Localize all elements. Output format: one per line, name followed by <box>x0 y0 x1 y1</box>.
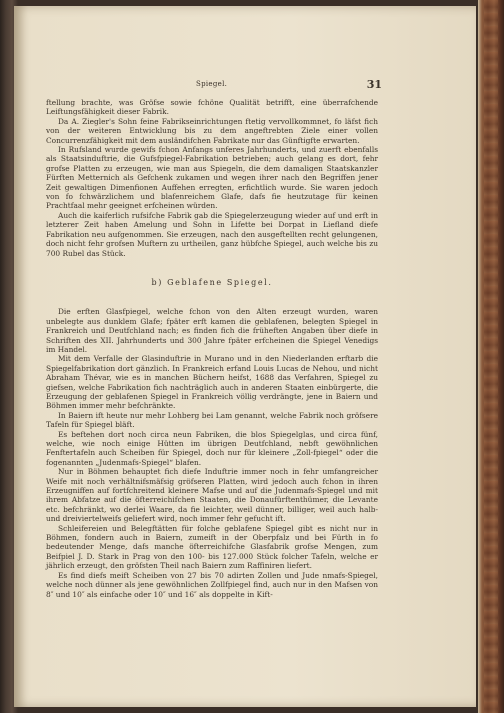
paragraph: In Rufsland wurde gewifs fchon Anfangs unferes Jahrhunderts, und zuerft ebenfalls als Staatsinduftrie, die Gufsfpiegel-Fabrikation betrieben; auch gelang es dort, fehr grofse Platten zu erzeugen, wie man aus Spiegeln, die dem damaligen Staatskanzler Fürften Metternich als Gefchenk zukamen und wegen ihrer nach den Begriffen jener Zeit gewaltigen Dimenfionen Auffehen erregten, erfichtlich wurde. Sie waren jedoch von fo fchwärzlichem und blafenreichem Glafe, dafs fie heutzutage für keinen Prachtfaal mehr geeignet erfcheinen würden. <box>46 145 378 211</box>
marbled-edge <box>484 0 498 713</box>
paragraph: Es beftehen dort noch circa neun Fabriken, die blos Spiegelglas, und circa fünf, welche, wie noch einige Hütten im übrigen Deutfchland, nebft gewöhnlichen Fenftertafeln auch Scheiben für Spiegel, doch nur für kleinere „Zoll-fpiegel“ oder die fogenannten „Judenmafs-Spiegel“ blafen. <box>46 429 378 467</box>
paragraph: Nur in Böhmen behauptet fich diefe Induftrie immer noch in fehr umfangreicher Weife mit noch verhältnifsmäfsig gröfseren Platten, wird jedoch auch fchon in ihren Erzeugniffen auf fortfchreitend kleinere Mafse und auf die Judenmafs-Spiegel und mit ihrem Abfatze auf die öfterreichifchen Staaten, die Donaufürftenthümer, die Levante etc. befchränkt, wo derlei Waare, da fie leichter, weil dünner, billiger, weil auch halb- und dreiviertelweifs geliefert wird, noch immer fehr gefucht ift. <box>46 467 378 524</box>
running-title: Spiegel. <box>196 80 228 88</box>
book-edge <box>478 0 504 713</box>
paragraph: Es find diefs meift Scheiben von 27 bis 70 adirten Zollen und Jude nmafs-Spiegel, welche noch dünner als jene gewöhnlichen Zollfpiegel find, auch nur in den Mafsen von 8″ und 10″ als einfache oder 10″ und 16″ als doppelte in Kift- <box>46 570 378 599</box>
paragraph: Auch die kaiferlich rufsifche Fabrik gab die Spiegelerzeugung wieder auf und erft in letzterer Zeit haben Amelung und Sohn in Lifette bei Dorpat in Liefland diefe Fabrikation neu aufgenommen. Sie erzeugen, nach den ausgeftellten recht gelungenen, doch nicht fehr grofsen Muftern zu urtheilen, ganz hübfche Spiegel, auch welche bis zu 700 Rubel das Stück. <box>46 210 378 258</box>
paragraph: Mit dem Verfalle der Glasinduftrie in Murano und in den Niederlanden erftarb die Spiegelfabrikation dort gänzlich. In Frankreich erfand Louis Lucas de Nehou, und nicht Abraham Thévar, wie es in manchen Büchern heifst, 1688 das Verfahren, Spiegel zu giefsen, welche Fabrikation fich nachträglich auch in anderen Staaten einbürgerte, die Erzeugung der geblafenen Spiegel in Frankreich völlig verdrängte, jene in Baiern und Böhmen immer mehr befchränkte. <box>46 354 378 411</box>
page-body <box>46 98 378 599</box>
paragraph: Schleifereien und Belegftätten für folche geblafene Spiegel gibt es nicht nur in Böhmen, fondern auch in Baiern, zumeift in der Oberpfalz und bei Fürth in fo bedeutender Menge, dafs manche öfterreichifche Glasfabrik grofse Mengen, zum Beifpiel J. D. Stark in Prag von den 100- bis 127.000 Stück folcher Tafeln, welche er jährlich erzeugt, den gröfsten Theil nach Baiern zum Raffiniren liefert. <box>46 523 378 571</box>
running-header <box>46 78 382 92</box>
paragraph: Die erften Glasfpiegel, welche fchon von den Alten erzeugt wurden, waren unbelegte aus dunklem Glafe; fpäter erft kamen die geblafenen, belegten Spiegel in Frankreich und Deutfchland nach; es finden fich die früheften Angaben über diefe in Schriften des XII. Jahrhunderts und 300 Jahre fpäter erfcheinen die Spiegel Venedigs im Handel. <box>46 307 378 354</box>
paragraph: Da A. Ziegler's Sohn feine Fabrikseinrichtungen ftetig vervollkommnet, fo läfst fich von der weiteren Entwicklung bis zu dem angeftrebten Ziele einer vollen Concurrenzfähigkeit mit dem ausländifchen Fabrikate nur das Günftigfte erwarten. <box>46 116 378 145</box>
paragraph: In Baiern ift heute nur mehr Lohberg bei Lam genannt, welche Fabrik noch gröfsere Tafeln für Spiegel bläft. <box>46 410 378 430</box>
section-heading: b) Geblafene Spiegel. <box>151 277 273 287</box>
page-number: 31 <box>366 78 382 91</box>
paragraph: ftellung brachte, was Gröfse sowie fchöne Qualität betrifft, eine überrafchende Leiftungsfähigkeit dieser Fabrik. <box>46 98 378 117</box>
